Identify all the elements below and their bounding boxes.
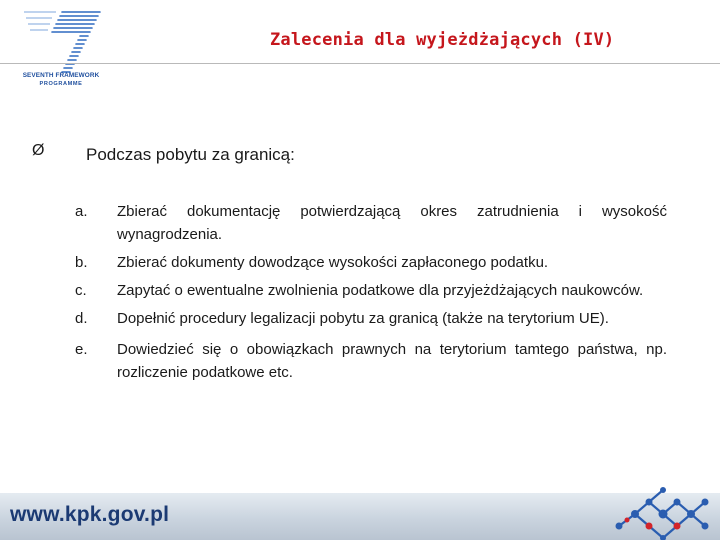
- intro-text: Podczas pobytu za granicą:: [86, 145, 295, 164]
- list-item: [75, 279, 667, 302]
- network-graphic-icon: [605, 486, 717, 540]
- logo-caption: [22, 72, 100, 88]
- list-item-text: Zbierać dokumenty dowodzące wysokości zapłaconego podatku.: [117, 254, 549, 271]
- logo-line-1: SEVENTH FRAMEWORK: [22, 72, 100, 79]
- list-item: [75, 338, 667, 384]
- list-item: [75, 200, 667, 246]
- slide-title: Zalecenia dla wyjeżdżających (IV): [270, 30, 615, 50]
- title-divider: [0, 63, 720, 64]
- list-item-text: Dowiedzieć się o obowiązkach prawnych na terytorium tamtego państwa, np. rozliczenie podatkowe etc.: [117, 341, 667, 381]
- list-item-letter: a.: [75, 203, 88, 220]
- list-item-letter: d.: [75, 310, 88, 327]
- intro-bullet-row: [32, 142, 632, 170]
- list-item: [75, 251, 667, 274]
- arrow-bullet-icon: Ø: [32, 142, 45, 159]
- list-item-letter: e.: [75, 341, 88, 358]
- logo-line-2: PROGRAMME: [39, 81, 83, 87]
- list-item-letter: c.: [75, 282, 87, 299]
- recommendation-list: [75, 200, 667, 384]
- list-item-text: Zapytać o ewentualne zwolnienia podatkowe dla przyjeżdżających naukowców.: [117, 282, 644, 299]
- footer-url: www.kpk.gov.pl: [10, 503, 170, 526]
- list-item-text: Dopełnić procedury legalizacji pobytu za granicą (także na terytorium UE).: [117, 310, 609, 327]
- list-item-letter: b.: [75, 254, 88, 271]
- list-item-text: Zbierać dokumentację potwierdzającą okres zatrudnienia i wysokość wynagrodzenia.: [117, 203, 667, 243]
- list-item: [75, 307, 667, 330]
